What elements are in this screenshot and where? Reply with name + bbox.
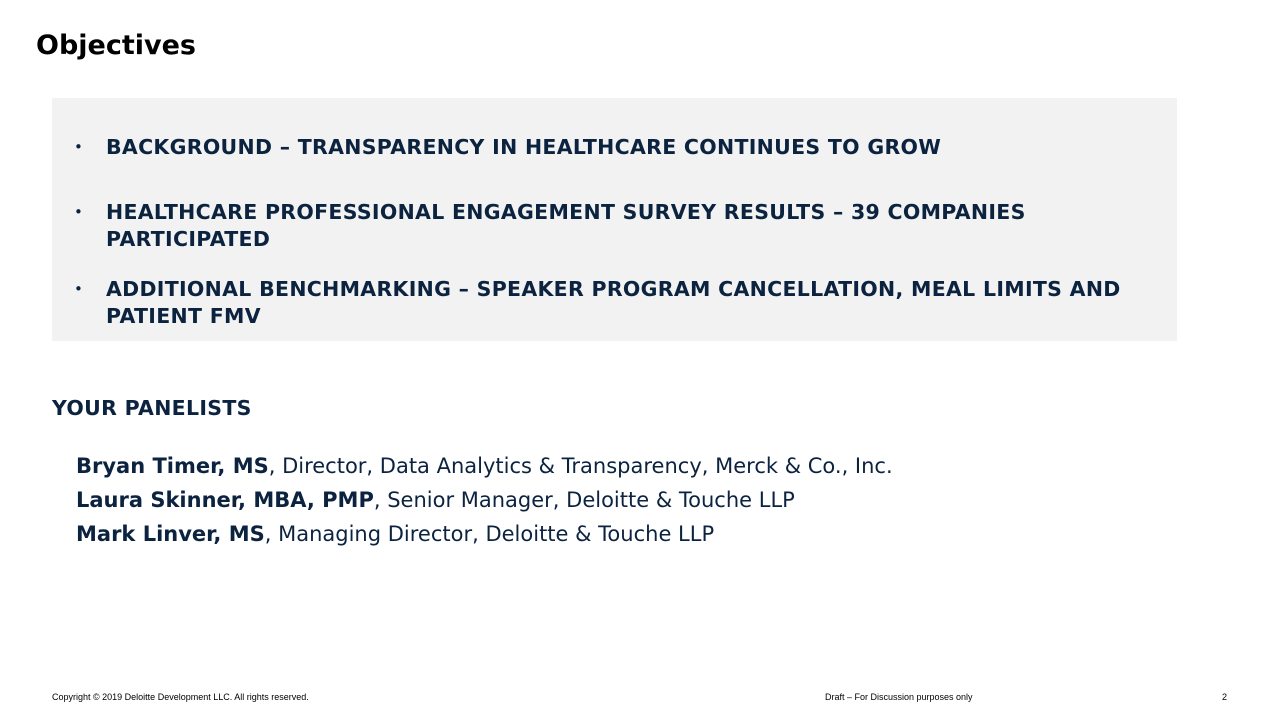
objective-text: ADDITIONAL BENCHMARKING – SPEAKER PROGRAM CANCELLATION, MEAL LIMITS AND PATIENT FMV (106, 277, 1121, 328)
footer-copyright: Copyright © 2019 Deloitte Development LLC. All rights reserved. (52, 692, 309, 702)
panelist-name: Laura Skinner, MBA, PMP (76, 488, 374, 512)
panelists-heading: YOUR PANELISTS (52, 396, 252, 420)
objective-text: HEALTHCARE PROFESSIONAL ENGAGEMENT SURVEY RESULTS – 39 COMPANIES PARTICIPATED (106, 200, 1026, 251)
panelist-role: , Managing Director, Deloitte & Touche LLP (264, 522, 715, 546)
bullet-icon: • (74, 280, 83, 298)
panelist-role: , Director, Data Analytics & Transparency, Merck & Co., Inc. (268, 454, 893, 478)
panelist-role: , Senior Manager, Deloitte & Touche LLP (373, 488, 795, 512)
footer-draft-notice: Draft – For Discussion purposes only (825, 692, 973, 702)
bullet-icon: • (74, 203, 83, 221)
panelist-entry (76, 485, 795, 515)
objectives-box (52, 98, 1177, 341)
objective-text: BACKGROUND – TRANSPARENCY IN HEALTHCARE CONTINUES TO GROW (106, 135, 942, 159)
page-number: 2 (1222, 692, 1228, 702)
panelist-name: Mark Linver, MS (76, 522, 265, 546)
panelist-entry (76, 519, 714, 549)
panelist-entry (76, 451, 893, 481)
panelist-name: Bryan Timer, MS (76, 454, 269, 478)
page-title: Objectives (36, 30, 196, 61)
bullet-icon: • (74, 138, 83, 156)
